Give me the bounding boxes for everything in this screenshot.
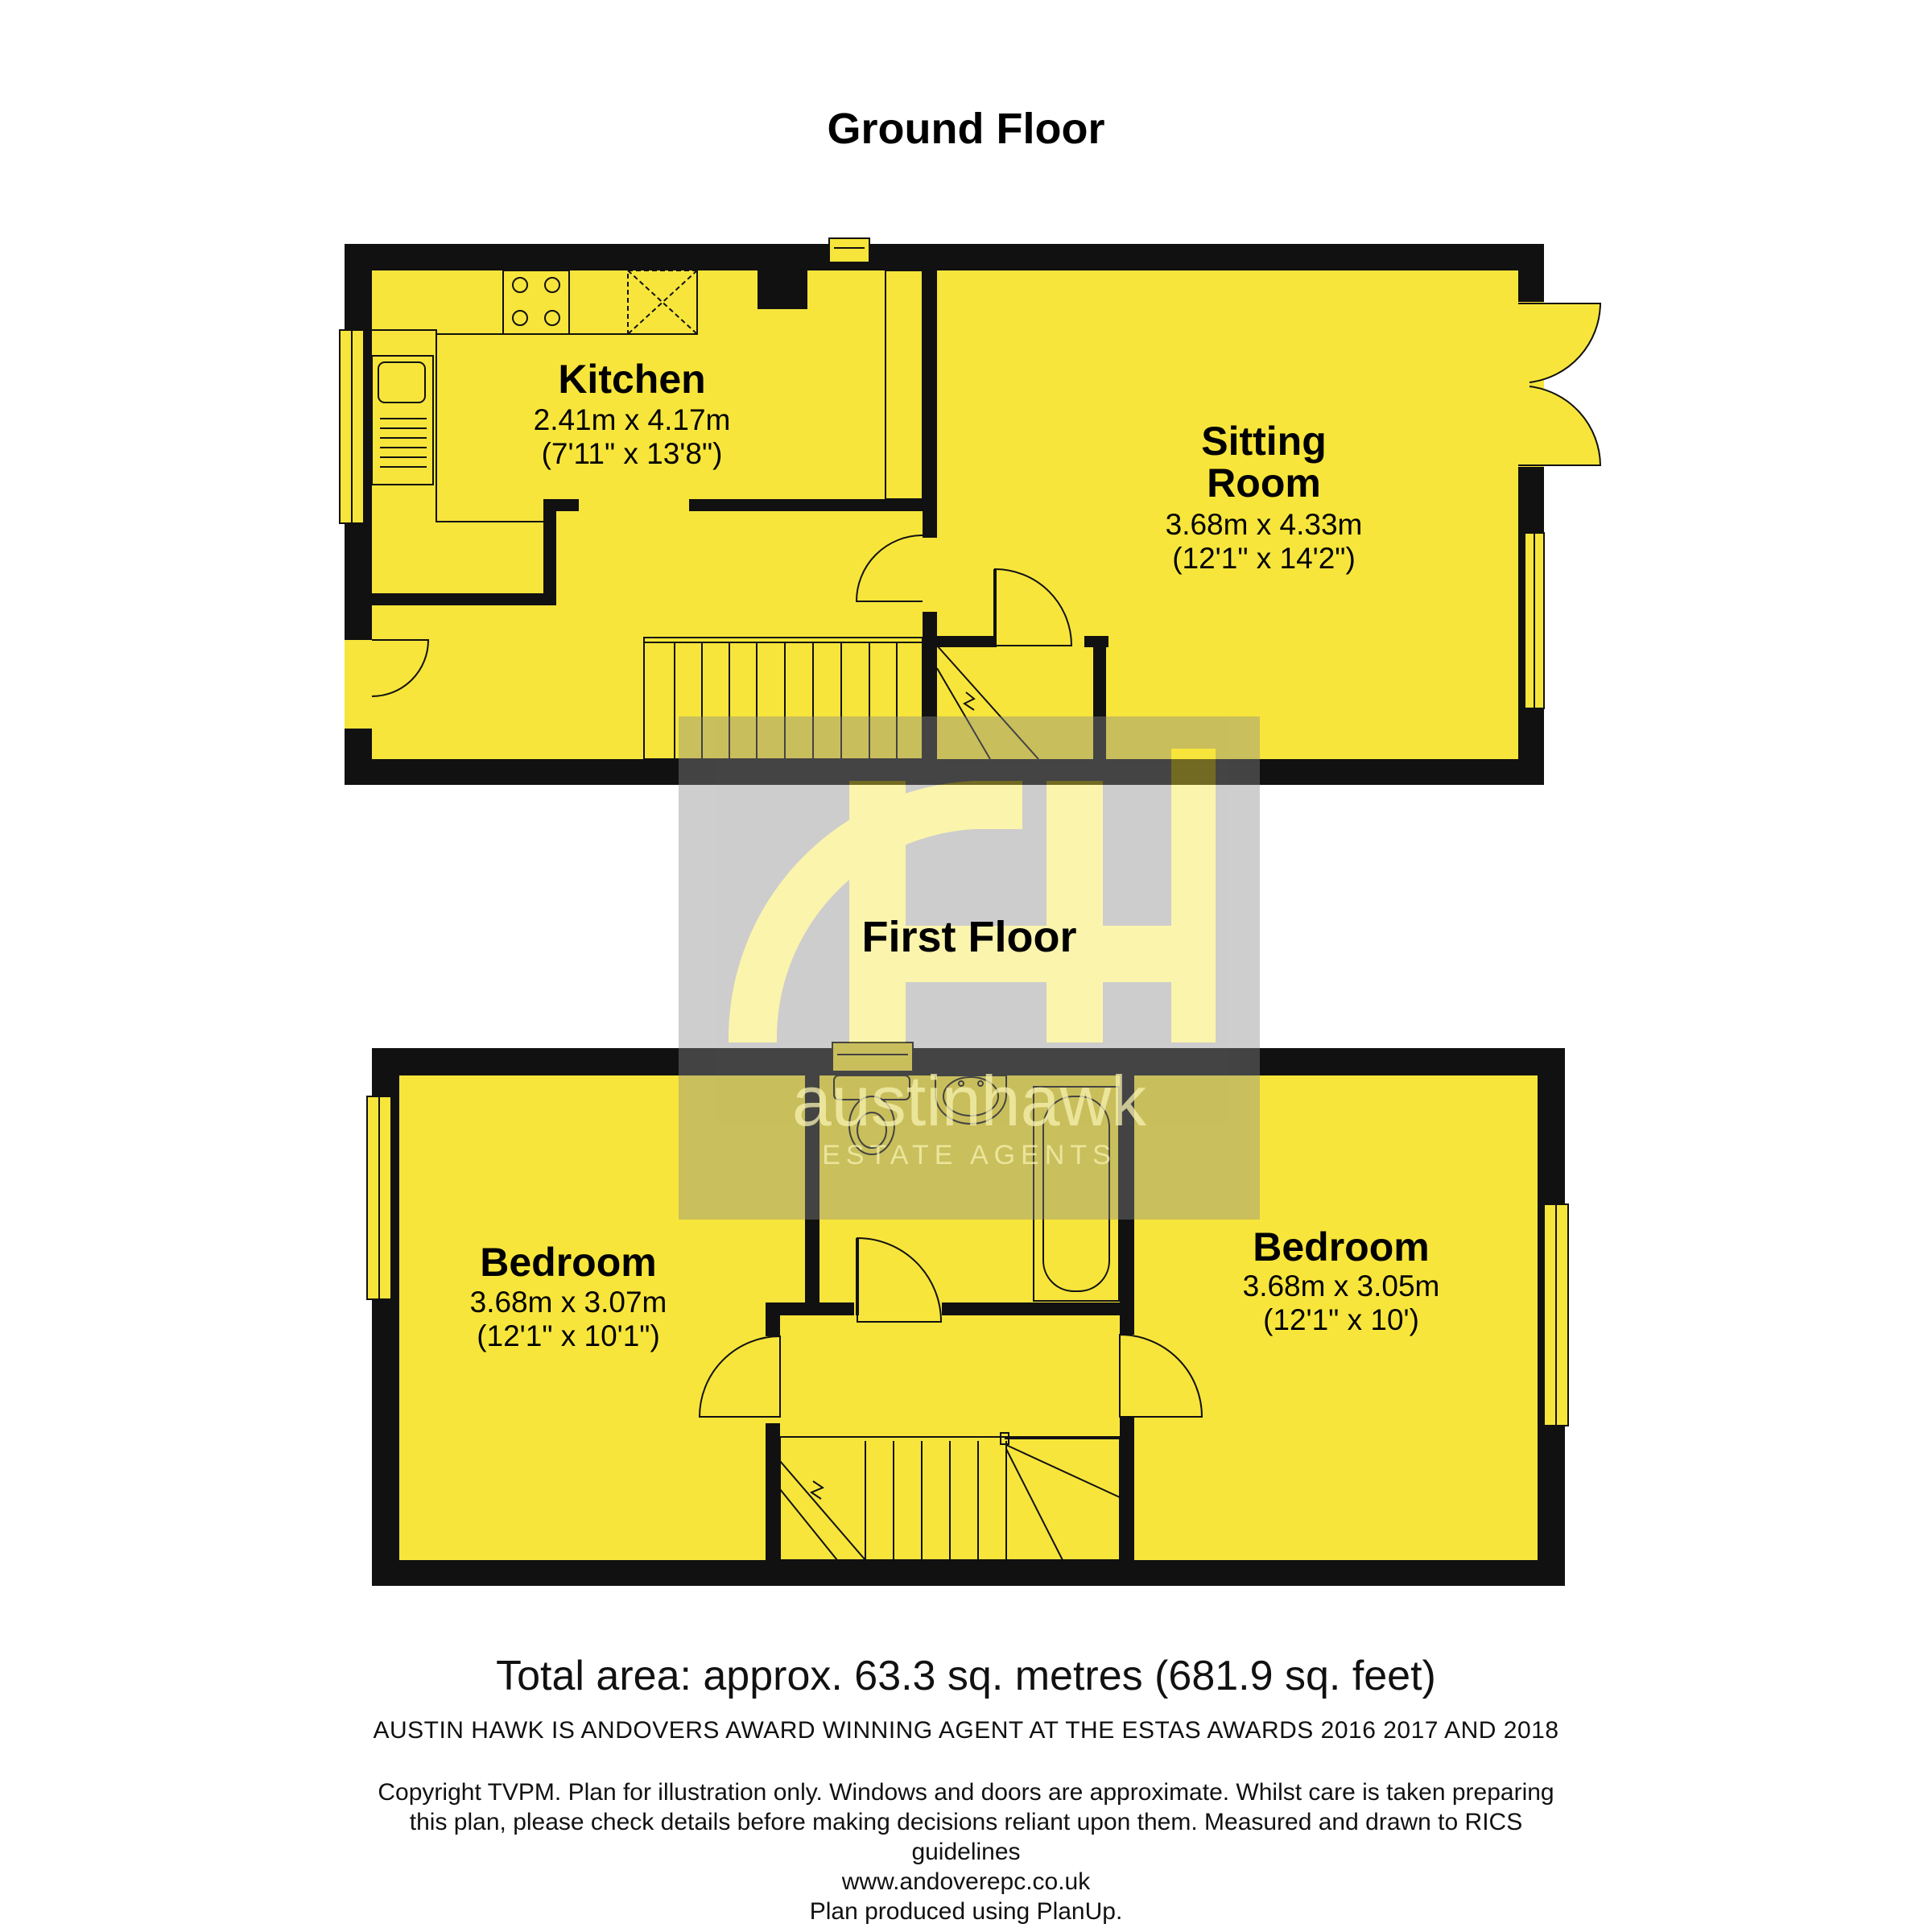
cupboard-door-leaf	[993, 569, 997, 647]
ground-vent	[829, 238, 869, 262]
watermark-tagline: ESTATE AGENTS	[822, 1140, 1117, 1170]
copyright-line2: this plan, please check details before making decisions reliant upon them. Measured and drawn to RICS	[409, 1809, 1523, 1835]
french-door-swing-bottom	[1518, 386, 1600, 465]
ground-wall-cupboard-top	[923, 636, 995, 647]
landing-wall-right-top	[1120, 1302, 1134, 1335]
bedroom-right-label: Bedroom	[1253, 1224, 1430, 1269]
bedroom-left-label: Bedroom	[480, 1240, 657, 1285]
bedroom-left-metric: 3.68m x 3.07m	[469, 1286, 667, 1319]
ground-wall-kitchen-vertical	[543, 499, 556, 604]
front-door-gap	[345, 640, 372, 729]
landing-wall-left-top	[766, 1302, 780, 1336]
ground-wall-kitchen-sitting	[923, 270, 937, 538]
ground-floor-plan	[340, 238, 1600, 785]
bathroom-wall-bottom-right	[942, 1302, 1134, 1315]
landing-wall-right	[1120, 1417, 1134, 1560]
copyright-line3: guidelines	[911, 1839, 1021, 1865]
kitchen-metric: 2.41m x 4.17m	[533, 403, 731, 436]
sitting-room-imperial: (12'1" x 14'2")	[1172, 542, 1356, 575]
bedroom-right-imperial: (12'1" x 10')	[1263, 1303, 1419, 1336]
sitting-room-label-line2: Room	[1207, 460, 1321, 506]
total-area: Total area: approx. 63.3 sq. metres (681.9 sq. feet)	[496, 1653, 1436, 1699]
ground-chimney-breast	[758, 270, 807, 309]
ground-floor-title: Ground Floor	[827, 105, 1105, 153]
award-statement: AUSTIN HAWK IS ANDOVERS AWARD WINNING AGENT AT THE ESTAS AWARDS 2016 2017 AND 2018	[373, 1717, 1559, 1744]
bedroom-right-metric: 3.68m x 3.05m	[1242, 1269, 1440, 1302]
ground-wall-hall-top	[372, 593, 556, 605]
kitchen-label: Kitchen	[558, 357, 706, 402]
landing-wall-left	[766, 1423, 780, 1560]
produced-by: Plan produced using PlanUp.	[809, 1898, 1123, 1925]
ground-wall-kitchen-lower	[689, 499, 927, 511]
website-link[interactable]: www.andoverepc.co.uk	[841, 1868, 1091, 1895]
sitting-room-metric: 3.68m x 4.33m	[1165, 508, 1363, 541]
bathroom-door-leaf	[856, 1238, 859, 1315]
watermark-brand: austinhawk	[791, 1061, 1147, 1141]
bedroom-left-imperial: (12'1" x 10'1")	[477, 1319, 660, 1352]
copyright-line1: Copyright TVPM. Plan for illustration only. Windows and doors are approximate. Whilst care is taken preparing	[378, 1779, 1554, 1806]
first-floor-title: First Floor	[861, 913, 1077, 961]
sitting-room-label-line1: Sitting	[1201, 419, 1327, 464]
french-door-swing-top	[1518, 303, 1600, 382]
copyright-block	[298, 1777, 1634, 1926]
kitchen-imperial: (7'11" x 13'8")	[541, 437, 723, 470]
